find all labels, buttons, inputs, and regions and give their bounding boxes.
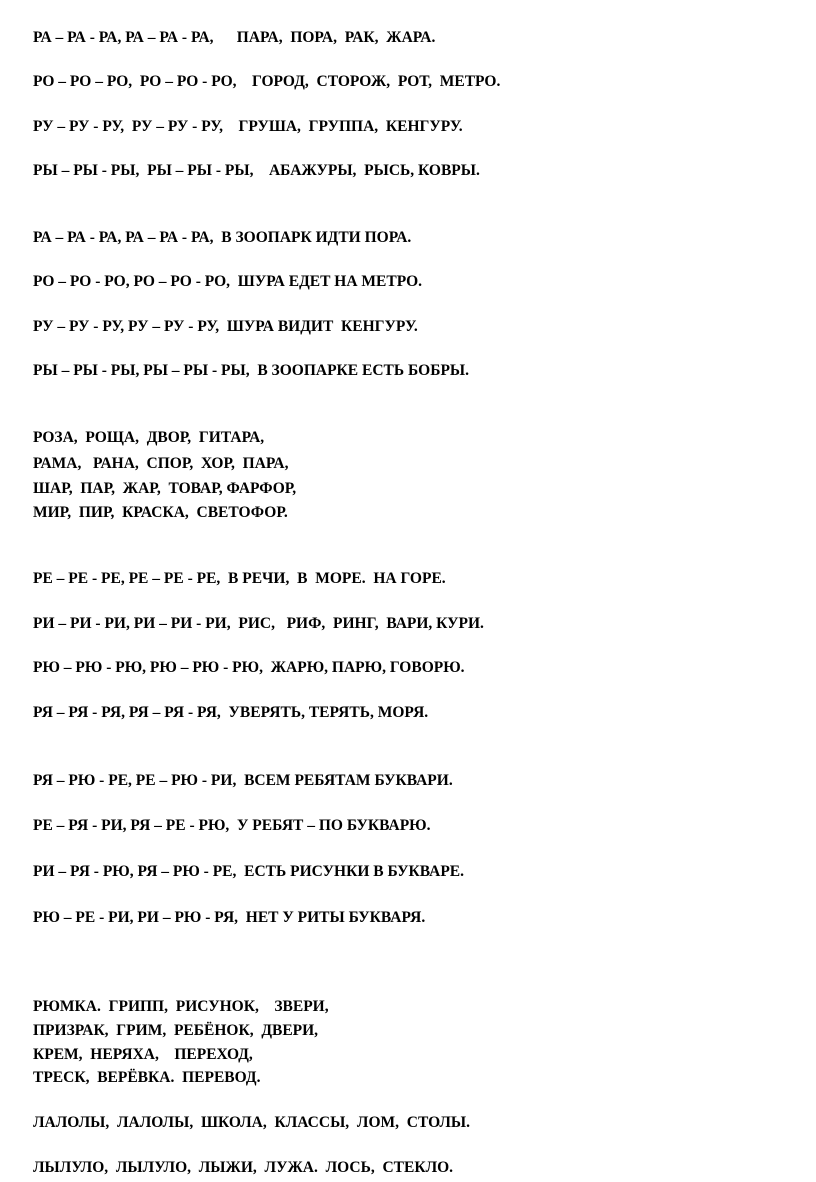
text-line-l-words: ЛАЛОЛЫ, ЛАЛОЛЫ, ШКОЛА, КЛАССЫ, ЛОМ, СТОЛЫ. (33, 1114, 471, 1131)
text-line-mixed-sentence: РИ – РЯ - РЮ, РЯ – РЮ - РЕ, ЕСТЬ РИСУНКИ В БУКВАРЕ. (33, 863, 465, 880)
text-line-ry-sentence: РЫ – РЫ - РЫ, РЫ – РЫ - РЫ, В ЗООПАРКЕ ЕСТЬ БОБРЫ. (33, 362, 470, 379)
text-line-ra-sentence: РА – РА - РА, РА – РА - РА, В ЗООПАРК ИДТИ ПОРА. (33, 229, 412, 246)
text-line-ra-words: РА – РА - РА, РА – РА - РА, ПАРА, ПОРА, РАК, ЖАРА. (33, 29, 436, 46)
text-line-re-words: РЕ – РЕ - РЕ, РЕ – РЕ - РЕ, В РЕЧИ, В МОРЕ. НА ГОРЕ. (33, 570, 446, 587)
word-list-line: КРЕМ, НЕРЯХА, ПЕРЕХОД, (33, 1046, 253, 1063)
word-list-line: РАМА, РАНА, СПОР, ХОР, ПАРА, (33, 455, 289, 472)
text-line-mixed-sentence: РЯ – РЮ - РЕ, РЕ – РЮ - РИ, ВСЕМ РЕБЯТАМ БУКВАРИ. (33, 772, 453, 789)
text-line-ry-words: РЫ – РЫ - РЫ, РЫ – РЫ - РЫ, АБАЖУРЫ, РЫСЬ, КОВРЫ. (33, 162, 480, 179)
text-line-rya-words: РЯ – РЯ - РЯ, РЯ – РЯ - РЯ, УВЕРЯТЬ, ТЕРЯТЬ, МОРЯ. (33, 704, 429, 721)
word-list-line: ШАР, ПАР, ЖАР, ТОВАР, ФАРФОР, (33, 480, 297, 497)
text-line-mixed-sentence: РЮ – РЕ - РИ, РИ – РЮ - РЯ, НЕТ У РИТЫ БУКВАРЯ. (33, 909, 426, 926)
text-line-ro-sentence: РО – РО - РО, РО – РО - РО, ШУРА ЕДЕТ НА МЕТРО. (33, 273, 423, 290)
word-list-line: МИР, ПИР, КРАСКА, СВЕТОФОР. (33, 504, 288, 521)
text-line-ryu-words: РЮ – РЮ - РЮ, РЮ – РЮ - РЮ, ЖАРЮ, ПАРЮ, ГОВОРЮ. (33, 659, 465, 676)
word-list-line: ТРЕСК, ВЕРЁВКА. ПЕРЕВОД. (33, 1069, 261, 1086)
word-list-line: ПРИЗРАК, ГРИМ, РЕБЁНОК, ДВЕРИ, (33, 1022, 319, 1039)
text-line-ro-words: РО – РО – РО, РО – РО - РО, ГОРОД, СТОРОЖ, РОТ, МЕТРО. (33, 73, 501, 90)
text-line-ru-sentence: РУ – РУ - РУ, РУ – РУ - РУ, ШУРА ВИДИТ КЕНГУРУ. (33, 318, 418, 335)
text-line-mixed-sentence: РЕ – РЯ - РИ, РЯ – РЕ - РЮ, У РЕБЯТ – ПО БУКВАРЮ. (33, 817, 431, 834)
word-list-line: РОЗА, РОЩА, ДВОР, ГИТАРА, (33, 429, 265, 446)
text-line-l-words: ЛЫЛУЛО, ЛЫЛУЛО, ЛЫЖИ, ЛУЖА. ЛОСЬ, СТЕКЛО. (33, 1159, 454, 1176)
word-list-line: РЮМКА. ГРИПП, РИСУНОК, ЗВЕРИ, (33, 998, 329, 1015)
text-line-ri-words: РИ – РИ - РИ, РИ – РИ - РИ, РИС, РИФ, РИНГ, ВАРИ, КУРИ. (33, 615, 484, 632)
text-line-ru-words: РУ – РУ - РУ, РУ – РУ - РУ, ГРУША, ГРУППА, КЕНГУРУ. (33, 118, 463, 135)
